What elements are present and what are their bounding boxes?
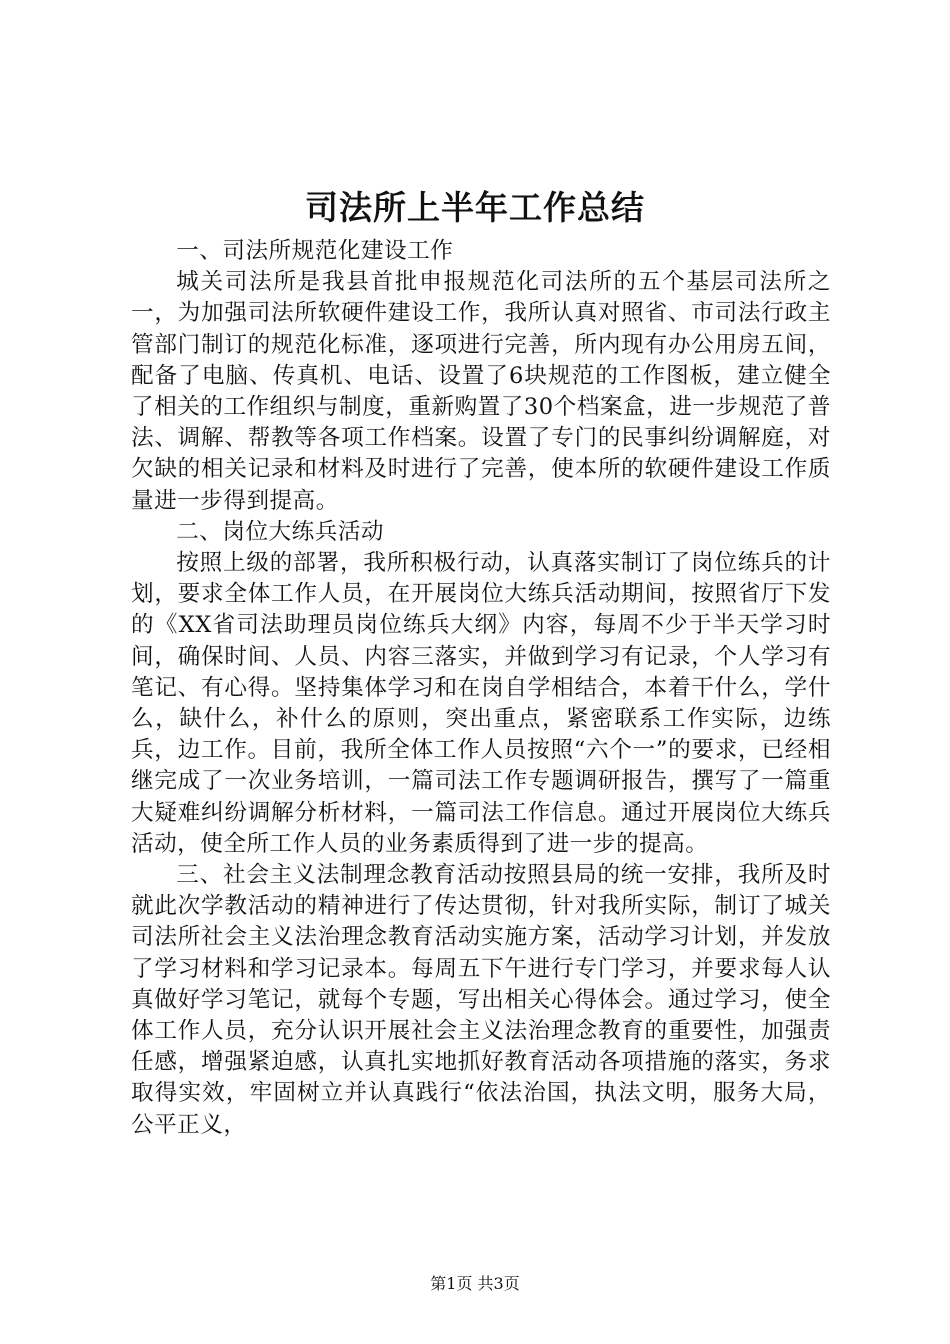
paragraph-rule-of-law-education: 三、社会主义法制理念教育活动按照县局的统一安排，我所及时就此次学教活动的精神进行了传达贯彻，针对我所实际，制订了城关司法所社会主义法治理念教育活动实施方案，活动学习计划，并发放了学习材料和学习记录本。每周五下午进行专门学习，并要求每人认真做好学习笔记，就每个专题，写出相关心得体会。通过学习，使全体工作人员，充分认识开展社会主义法治理念教育的重要性，加强责任感，增强紧迫感，认真扎实地抓好教育活动各项措施的落实，务求取得实效，牢固树立并认真践行“依法治国，执法文明，服务大局，公平正义， xyxy=(131,862,831,1138)
section-heading-1: 一、司法所规范化建设工作 xyxy=(176,238,454,264)
paragraph-standardization: 城关司法所是我县首批申报规范化司法所的五个基层司法所之一，为加强司法所软硬件建设工作，我所认真对照省、市司法行政主管部门制订的规范化标准，逐项进行完善，所内现有办公用房五间，配备了电脑、传真机、电话、设置了6块规范的工作图板，建立健全了相关的工作组织与制度，重新购置了30个档案盒，进一步规范了普法、调解、帮教等各项工作档案。设置了专门的民事纠纷调解庭，对欠缺的相关记录和材料及时进行了完善，使本所的软硬件建设工作质量进一步得到提高。 xyxy=(131,269,831,514)
page-footer: 第1页 共3页 xyxy=(430,1274,520,1293)
section-heading-2: 二、岗位大练兵活动 xyxy=(176,518,385,545)
document-body xyxy=(131,236,831,1141)
document-title: 司法所上半年工作总结 xyxy=(305,188,645,227)
paragraph-training: 按照上级的部署，我所积极行动，认真落实制订了岗位练兵的计划，要求全体工作人员，在开展岗位大练兵活动期间，按照省厅下发的《XX省司法助理员岗位练兵大纲》内容，每周不少于半天学习时间，确保时间、人员、内容三落实，并做到学习有记录，个人学习有笔记、有心得。坚持集体学习和在岗自学相结合，本着干什么，学什么，缺什么，补什么的原则，突出重点，紧密联系工作实际，边练兵，边工作。目前，我所全体工作人员按照“六个一”的要求，已经相继完成了一次业务培训，一篇司法工作专题调研报告，撰写了一篇重大疑难纠纷调解分析材料，一篇司法工作信息。通过开展岗位大练兵活动，使全所工作人员的业务素质得到了进一步的提高。 xyxy=(131,550,831,857)
